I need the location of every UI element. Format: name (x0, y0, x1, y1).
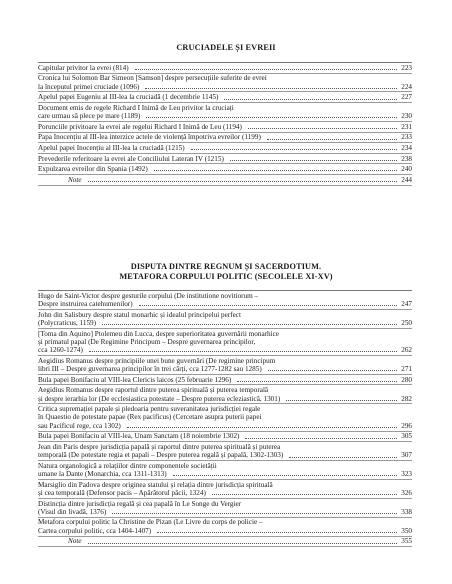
toc-entry-line (38, 123, 412, 131)
toc-entry-line (38, 83, 412, 91)
toc-entry-line (38, 489, 412, 497)
toc-entry-text: Papa Inocențiu al III-lea interzice actele de violență împotriva evreilor (1199) (38, 133, 261, 142)
toc-entry[interactable] (38, 164, 412, 175)
toc-entry[interactable] (38, 310, 412, 329)
toc-entry[interactable] (38, 154, 412, 165)
toc-page-number: 247 (401, 300, 412, 309)
toc-dot-leader (245, 438, 397, 439)
toc-entry[interactable] (38, 442, 412, 461)
toc-page-number: 271 (401, 365, 412, 374)
toc-entry-text: Natura organologică a relațiilor dintre componentele societății (38, 461, 217, 470)
toc-entry-text: [Toma din Aquino] Ptolemeu din Lucca, despre superioritatea guvernării monarhice (38, 329, 279, 338)
toc-entry-text: Bula papei Bonifaciu al VIII-lea, Unam Sanctam (18 noiembrie 1302) (38, 432, 240, 441)
toc-entry-text: Capitular privitor la evrei (814) (38, 63, 129, 72)
toc-page-number: 227 (401, 93, 412, 102)
toc-notes-entry[interactable] (38, 537, 412, 548)
toc-dot-leader (89, 351, 397, 352)
toc-entry[interactable] (38, 122, 412, 133)
toc-dot-leader (145, 88, 397, 89)
toc-entry-text: Porunciile privitoare la evrei ale regelui Richard I Inimă de Leu (1194) (38, 122, 242, 131)
toc-entry-text: Aegidius Romanus despre principiile unei bune guvernări (De regimine principum (38, 356, 276, 365)
toc-entry-text: Hugo de Saint-Victor despre gesturile corpului (De institutione novitiorum – (38, 291, 259, 300)
toc-page-number: 350 (401, 526, 412, 535)
toc-entry-line (38, 319, 412, 327)
toc-entry-text: Jean din Paris despre jurisdicția papală și raportul dintre puterea spirituală și puterea (38, 442, 281, 451)
toc-dot-leader (173, 475, 397, 476)
toc-entry-text: Apelul papei Inocențiu al III-lea la cruciadă (1215) (38, 143, 185, 152)
toc-entry[interactable] (38, 518, 412, 537)
toc-page-number: 262 (401, 346, 412, 355)
toc-entry-text: Metafora corpului politic la Christine de Pizan (Le Livre du corps de policie – (38, 518, 263, 527)
toc-page-number: 230 (401, 112, 412, 121)
toc-entry[interactable] (38, 432, 412, 443)
toc-entry-text: Apelul papei Eugeniu al III-lea la cruciadă (1 decembrie 1145) (38, 93, 219, 102)
section-title-regnum-line1: DISPUTA DINTRE REGNUM ȘI SACERDOTIUM. (130, 262, 322, 271)
toc-page-number: 250 (401, 318, 412, 327)
toc-dot-leader (88, 543, 397, 544)
toc-entry-line (38, 386, 412, 394)
toc-entry[interactable] (38, 103, 412, 122)
toc-dot-leader (157, 532, 397, 533)
toc-dot-leader (191, 149, 397, 150)
toc-entry[interactable] (38, 143, 412, 154)
toc-entry-text: Aegidius Romanus despre raportul dintre puterea spirituală și puterea temporală (38, 386, 269, 395)
toc-dot-leader (268, 370, 397, 371)
toc-entry-line (38, 346, 412, 354)
toc-dot-leader (230, 160, 397, 161)
toc-dot-leader (248, 128, 397, 129)
toc-page-number: 307 (401, 451, 412, 460)
toc-entry-line (38, 155, 412, 163)
toc-dot-leader (146, 117, 397, 118)
toc-entry-text: umane la Dante (Monarchia, cca 1311-1313) (38, 470, 167, 479)
toc-dot-leader (139, 305, 397, 306)
toc-dot-leader (289, 457, 397, 458)
toc-entry-line (38, 112, 412, 120)
toc-entry-line (38, 395, 412, 403)
toc-entry-text: la începutul primei cruciade (1096) (38, 82, 140, 91)
toc-entry-line (38, 330, 412, 338)
toc-page-number: 338 (401, 507, 412, 516)
toc-entry-line (38, 74, 412, 82)
toc-entry-line (38, 64, 412, 72)
toc-entry-text: Prevederile referitoare la evrei ale Conciliului Lateran IV (1215) (38, 154, 224, 163)
toc-page-number: 233 (401, 133, 412, 142)
toc-page-number: 244 (401, 175, 412, 184)
toc-page-number: 231 (401, 122, 412, 131)
toc-entry-text: Despre instruirea catehumenilor) (38, 300, 133, 309)
toc-entry-line (38, 338, 412, 346)
toc-dot-leader (135, 69, 397, 70)
toc-entry-line (38, 470, 412, 478)
toc-entry-text: John din Salisbury despre statul monarhic și idealul principelui perfect (38, 310, 241, 319)
toc-dot-leader (237, 381, 397, 382)
toc-entry-line (38, 357, 412, 365)
toc-notes-entry[interactable] (38, 175, 412, 186)
toc-page-number: 296 (401, 421, 412, 430)
toc-entry[interactable] (38, 63, 412, 74)
toc-dot-leader (112, 513, 397, 514)
toc-page-number: 282 (401, 394, 412, 403)
toc-entry-text: care urmau să plece pe mare (1189) (38, 112, 141, 121)
toc-entry[interactable] (38, 291, 412, 310)
toc-entry-line (38, 518, 412, 526)
toc-entry[interactable] (38, 375, 412, 386)
toc-entry-line (38, 443, 412, 451)
toc-entry-text: Document emis de regele Richard I Inimă de Leu privitor la cruciați (38, 103, 234, 112)
toc-entry-text: Distincția dintre jurisdicția regală și cea papală în Le Songe du Vergier (38, 499, 242, 508)
toc-entry-line (38, 462, 412, 470)
toc-entry[interactable] (38, 404, 412, 431)
toc-entry-line (38, 93, 412, 101)
toc-entry-line (38, 508, 412, 516)
toc-entry-text: Note (68, 175, 82, 184)
toc-entry-text: (Polycraticus, 1159) (38, 318, 97, 327)
toc-entry-text: (Visul din livadă, 1376) (38, 507, 107, 516)
toc-page-number: 240 (401, 165, 412, 174)
toc-entry-line (38, 104, 412, 112)
toc-entry-line (38, 413, 412, 421)
toc-entry-line (38, 365, 412, 373)
toc-page-number: 305 (401, 432, 412, 441)
toc-entry-text: sau Pacificul rege, cca 1302) (38, 421, 121, 430)
toc-dot-leader (224, 99, 397, 100)
toc-entry-text: Cartea corpului politic, cca 1404-1407) (38, 526, 152, 535)
toc-list-crusades (38, 63, 412, 186)
toc-entry-line (38, 292, 412, 300)
toc-page-number: 224 (401, 82, 412, 91)
toc-dot-leader (267, 139, 397, 140)
toc-entry-text: temporală (De potestate regia et papali – Despre puterea regală și papală, 1302-1303) (38, 451, 284, 460)
toc-entry[interactable] (38, 499, 412, 518)
toc-page-number: 326 (401, 489, 412, 497)
toc-entry-line (38, 451, 412, 459)
toc-entry-line (38, 500, 412, 508)
toc-entry-line (38, 311, 412, 319)
toc-entry-text: Note (68, 537, 82, 546)
toc-entry-text: Critica supremației papale și pledoaria pentru suveranitatea jurisdicției regale (38, 405, 261, 414)
toc-entry-text: Cronica lui Solomon Bar Simeon [Samson] despre persecuțiile suferite de evrei (38, 74, 267, 83)
toc-dot-leader (127, 427, 397, 428)
toc-entry[interactable] (38, 461, 412, 480)
toc-page-number: 280 (401, 375, 412, 384)
toc-dot-leader (212, 494, 397, 495)
toc-entry-line (38, 133, 412, 141)
toc-entry-line (38, 481, 412, 489)
toc-entry[interactable] (38, 329, 412, 356)
toc-page-number: 223 (401, 63, 412, 72)
toc-page-number: 323 (401, 470, 412, 479)
toc-page-number: 234 (401, 143, 412, 152)
toc-entry-text: și primatul papal (De Regimine Principum – Despre guvernarea principilor, (38, 337, 256, 346)
toc-entry[interactable] (38, 133, 412, 144)
toc-entry-line (38, 537, 412, 545)
toc-dot-leader (286, 400, 397, 401)
toc-entry[interactable] (38, 385, 412, 404)
toc-entry-text: și despre ierarhia lor (De ecclesiastica potestate – Despre puterea ecleziastică, 1301) (38, 394, 281, 403)
toc-entry-text: Marsiglio din Padova despre originea statului și relația dintre jurisdicția spirituală (38, 480, 273, 489)
section-title-regnum-line2: METAFORA CORPULUI POLITIC (SECOLELE XI-XV) (119, 272, 333, 281)
toc-dot-leader (102, 324, 397, 325)
toc-entry-line (38, 300, 412, 308)
toc-entry-text: cca 1260-1274) (38, 346, 83, 355)
section-title-crusades: CRUCIADELE ȘI EVREII (176, 43, 276, 52)
toc-entry[interactable] (38, 92, 412, 103)
toc-entry-line (38, 527, 412, 535)
toc-entry-line (38, 432, 412, 440)
toc-entry-line (38, 405, 412, 413)
toc-entry-line (38, 144, 412, 152)
toc-page-number: 355 (401, 537, 412, 546)
toc-entry[interactable] (38, 480, 412, 499)
toc-dot-leader (154, 170, 397, 171)
toc-entry-line (38, 165, 412, 173)
toc-entry[interactable] (38, 356, 412, 375)
toc-entry[interactable] (38, 74, 412, 93)
toc-page-number: 238 (401, 154, 412, 163)
toc-entry-line (38, 176, 412, 184)
toc-dot-leader (88, 181, 397, 182)
toc-entry-text: în Quaestio de potestate papae (Rex pacificus) (Cercetare asupra puterii papei (38, 413, 262, 422)
toc-entry-line (38, 422, 412, 430)
toc-entry-text: libri III – Despre guvernarea principilor în trei cărți, cca 1277-1282 sau 1285) (38, 365, 262, 374)
toc-entry-text: Bula papei Bonifaciu al VIII-lea Clericis laicos (25 februarie 1296) (38, 375, 232, 384)
toc-entry-line (38, 376, 412, 384)
toc-entry-text: și cea temporală (Defensor pacis – Apărătorul păcii, 1324) (38, 489, 206, 497)
toc-entry-text: Expulzarea evreilor din Spania (1492) (38, 165, 148, 174)
toc-list-regnum (38, 291, 412, 547)
